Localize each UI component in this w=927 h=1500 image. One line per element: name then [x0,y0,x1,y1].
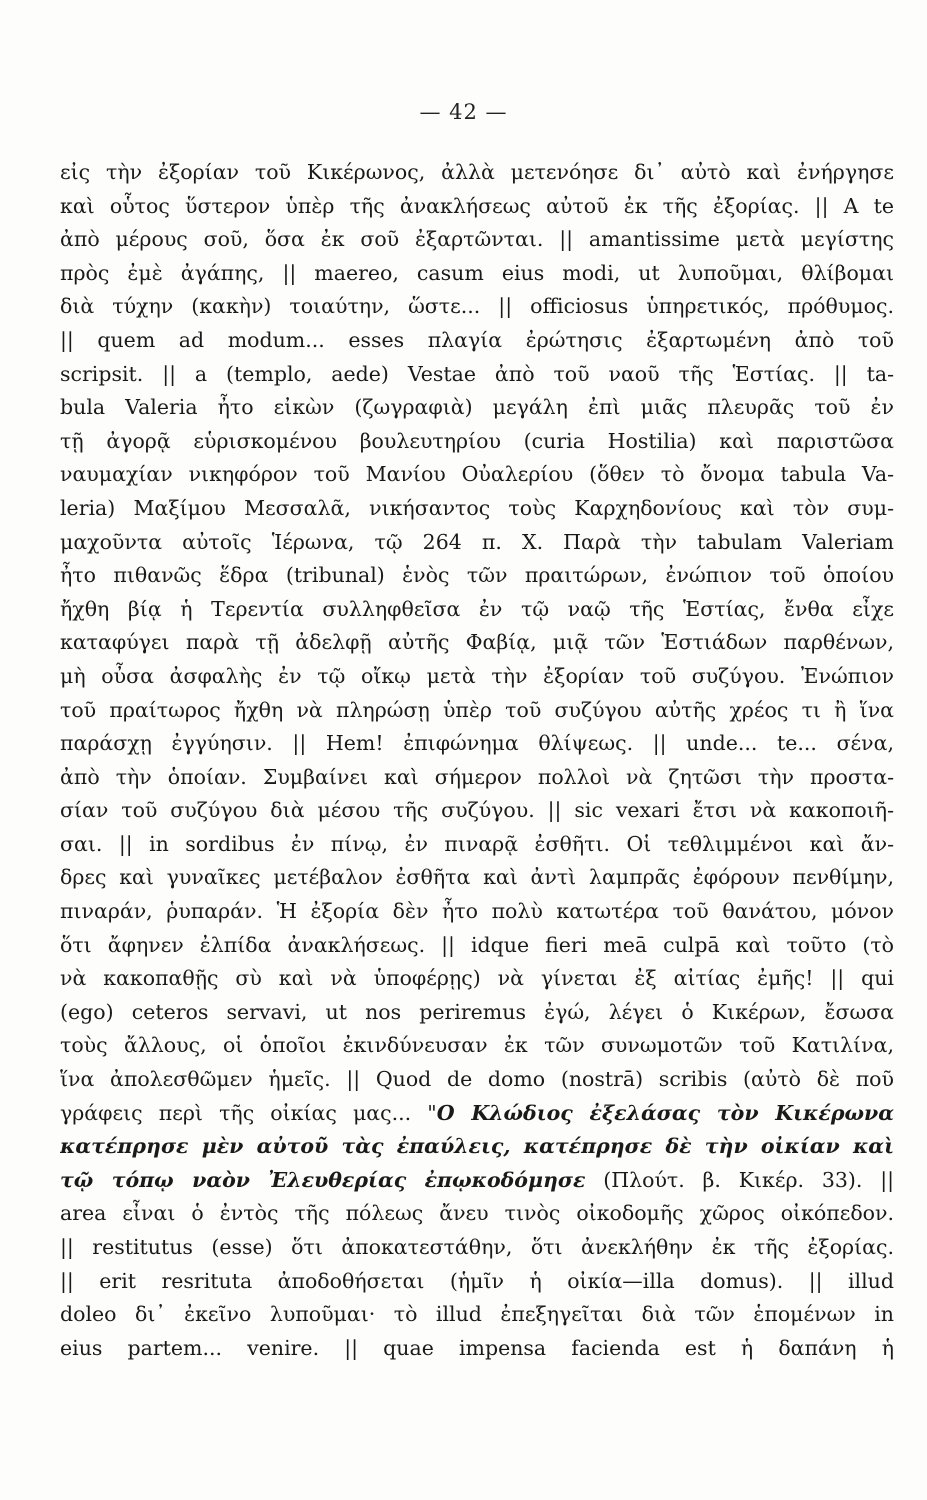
text-line-quote-end [60,1164,894,1198]
text-line: || erit resrituta ἀποδοθήσεται (ἡμῖν ἡ οἰκία—illa domus). || illud [60,1268,894,1293]
text-line-with-quote [60,1097,894,1131]
citation: (Πλούτ. β. Κικέρ. 33). || [585,1167,894,1192]
text-line: καὶ οὗτος ὕστερον ὑπὲρ τῆς ἀνακλήσεως αὐτοῦ ἐκ τῆς ἐξορίας. || A te [60,193,894,218]
text-line: || restitutus (esse) ὅτι ἀποκατεστάθην, ὅτι ἀνεκλήθην ἐκ τῆς ἐξορίας. [60,1235,894,1259]
text-line-quote [60,1130,894,1164]
text-line: doleo δι᾽ ἐκεῖνο λυποῦμαι· τὸ illud ἐπεξηγεῖται διὰ τῶν ἑπομένων in [60,1302,894,1327]
text-line: ὅτι ἄφηνεν ἐλπίδα ἀνακλήσεως. || idque fieri meā culpā καὶ τοῦτο (τὸ [60,932,894,957]
text-line: eius partem... venire. || quae impensa facienda est ἡ δαπάνη ἡ [60,1335,894,1360]
text-line: ἵνα ἀπολεσθῶμεν ἡμεῖς. || Quod de domo (nostrā) scribis (αὐτὸ δὲ ποῦ [60,1067,894,1092]
text-line: σαι. || in sordibus ἐν πίνῳ, ἐν πιναρᾷ ἐσθῆτι. Οἱ τεθλιμμένοι καὶ ἄν- [60,831,894,856]
text-line: παράσχῃ ἐγγύησιν. || Hem! ἐπιφώνημα θλίψεως. || unde... te... σένα, [60,731,894,756]
text-line: || quem ad modum... esses πλαγία ἐρώτησις ἐξαρτωμένη ἀπὸ τοῦ [60,327,894,352]
text-line: ἤχθη βίᾳ ἡ Τερεντία συλληφθεῖσα ἐν τῷ ναῷ τῆς Ἑστίας, ἔνθα εἶχε [60,596,894,621]
text-line: leria) Μαξίμου Μεσσαλᾶ, νικήσαντος τοὺς Καρχηδονίους καὶ τὸν συμ- [60,495,894,520]
page-number: — 42 — [419,100,508,124]
text-line: scripsit. || a (templo, aede) Vestae ἀπὸ τοῦ ναοῦ τῆς Ἑστίας. || ta- [60,361,894,386]
text-line: νὰ κακοπαθῇς σὺ καὶ νὰ ὑποφέρῃς) νὰ γίνεται ἐξ αἰτίας ἐμῆς! || qui [60,966,894,991]
plutarch-quote: κατέπρησε μὲν αὐτοῦ τὰς ἐπαύλεις, κατέπρησε δὲ τὴν οἰκίαν καὶ [60,1134,894,1159]
quote-prefix: γράφεις περὶ τῆς οἰκίας μας... " [60,1100,437,1125]
text-line: ἀπὸ μέρους σοῦ, ὅσα ἐκ σοῦ ἐξαρτῶνται. || amantissime μετὰ μεγίστης [60,227,894,252]
text-line: ναυμαχίαν νικηφόρον τοῦ Μανίου Οὐαλερίου (ὅθεν τὸ ὄνομα tabula Va- [60,462,894,487]
text-line: τῇ ἀγορᾷ εὑρισκομένου βουλευτηρίου (curia Hostilia) καὶ παριστῶσα [60,428,894,453]
plutarch-quote: Ο Κλώδιος ἐξελάσας τὸν Κικέρωνα [436,1100,894,1125]
text-line: εἰς τὴν ἐξορίαν τοῦ Κικέρωνος, ἀλλὰ μετενόησε δι᾽ αὐτὸ καὶ ἐνήργησε [60,160,894,184]
plutarch-quote: τῷ τόπῳ ναὸν Ἐλευθερίας ἐπῳκοδόμησε [60,1167,586,1192]
text-line: μαχοῦντα αὐτοῖς Ἱέρωνα, τῷ 264 π. Χ. Παρὰ τὴν tabulam Valeriam [60,529,894,554]
text-line: τοὺς ἄλλους, οἱ ὁποῖοι ἐκινδύνευσαν ἐκ τῶν συνωμοτῶν τοῦ Κατιλίνα, [60,1033,894,1058]
text-line: ἦτο πιθανῶς ἕδρα (tribunal) ἑνὸς τῶν πραιτώρων, ἐνώπιον τοῦ ὁποίου [60,563,894,588]
text-line: bula Valeria ἦτο εἰκὼν (ζωγραφιὰ) μεγάλη ἐπὶ μιᾶς πλευρᾶς τοῦ ἐν [60,395,894,420]
text-line: (ego) ceteros servavi, ut nos periremus ἐγώ, λέγει ὁ Κικέρων, ἔσωσα [60,999,894,1024]
text-line: πιναράν, ῥυπαράν. Ἡ ἐξορία δὲν ἦτο πολὺ κατωτέρα τοῦ θανάτου, μόνον [60,899,894,924]
text-line: σίαν τοῦ συζύγου διὰ μέσου τῆς συζύγου. || sic vexari ἔτσι νὰ κακοποιῆ- [60,798,894,823]
text-line: πρὸς ἐμὲ ἀγάπης, || maereo, casum eius modi, ut λυποῦμαι, θλίβομαι [60,260,894,285]
text-line: ἀπὸ τὴν ὁποίαν. Συμβαίνει καὶ σήμερον πολλοὶ νὰ ζητῶσι τὴν προστα- [60,764,894,789]
text-line: τοῦ πραίτωρος ἤχθη νὰ πληρώσῃ ὑπὲρ τοῦ συζύγου αὐτῆς χρέος τι ἢ ἵνα [60,697,894,722]
text-line: μὴ οὖσα ἀσφαλὴς ἐν τῷ οἴκῳ μετὰ τὴν ἐξορίαν τοῦ συζύγου. Ἐνώπιον [60,663,894,688]
text-line: διὰ τύχην (κακὴν) τοιαύτην, ὥστε... || officiosus ὑπηρετικός, πρόθυμος. [60,294,894,319]
text-line: δρες καὶ γυναῖκες μετέβαλον ἐσθῆτα καὶ ἀντὶ λαμπρᾶς ἐφόρουν πενθίμην, [60,865,894,890]
commentary-text [60,156,894,1365]
text-line: area εἶναι ὁ ἐντὸς τῆς πόλεως ἄνευ τινὸς οἰκοδομῆς χῶρος οἰκόπεδον. [60,1201,894,1226]
text-line: καταφύγει παρὰ τῇ ἀδελφῇ αὐτῆς Φαβίᾳ, μιᾷ τῶν Ἑστιάδων παρθένων, [60,630,894,655]
